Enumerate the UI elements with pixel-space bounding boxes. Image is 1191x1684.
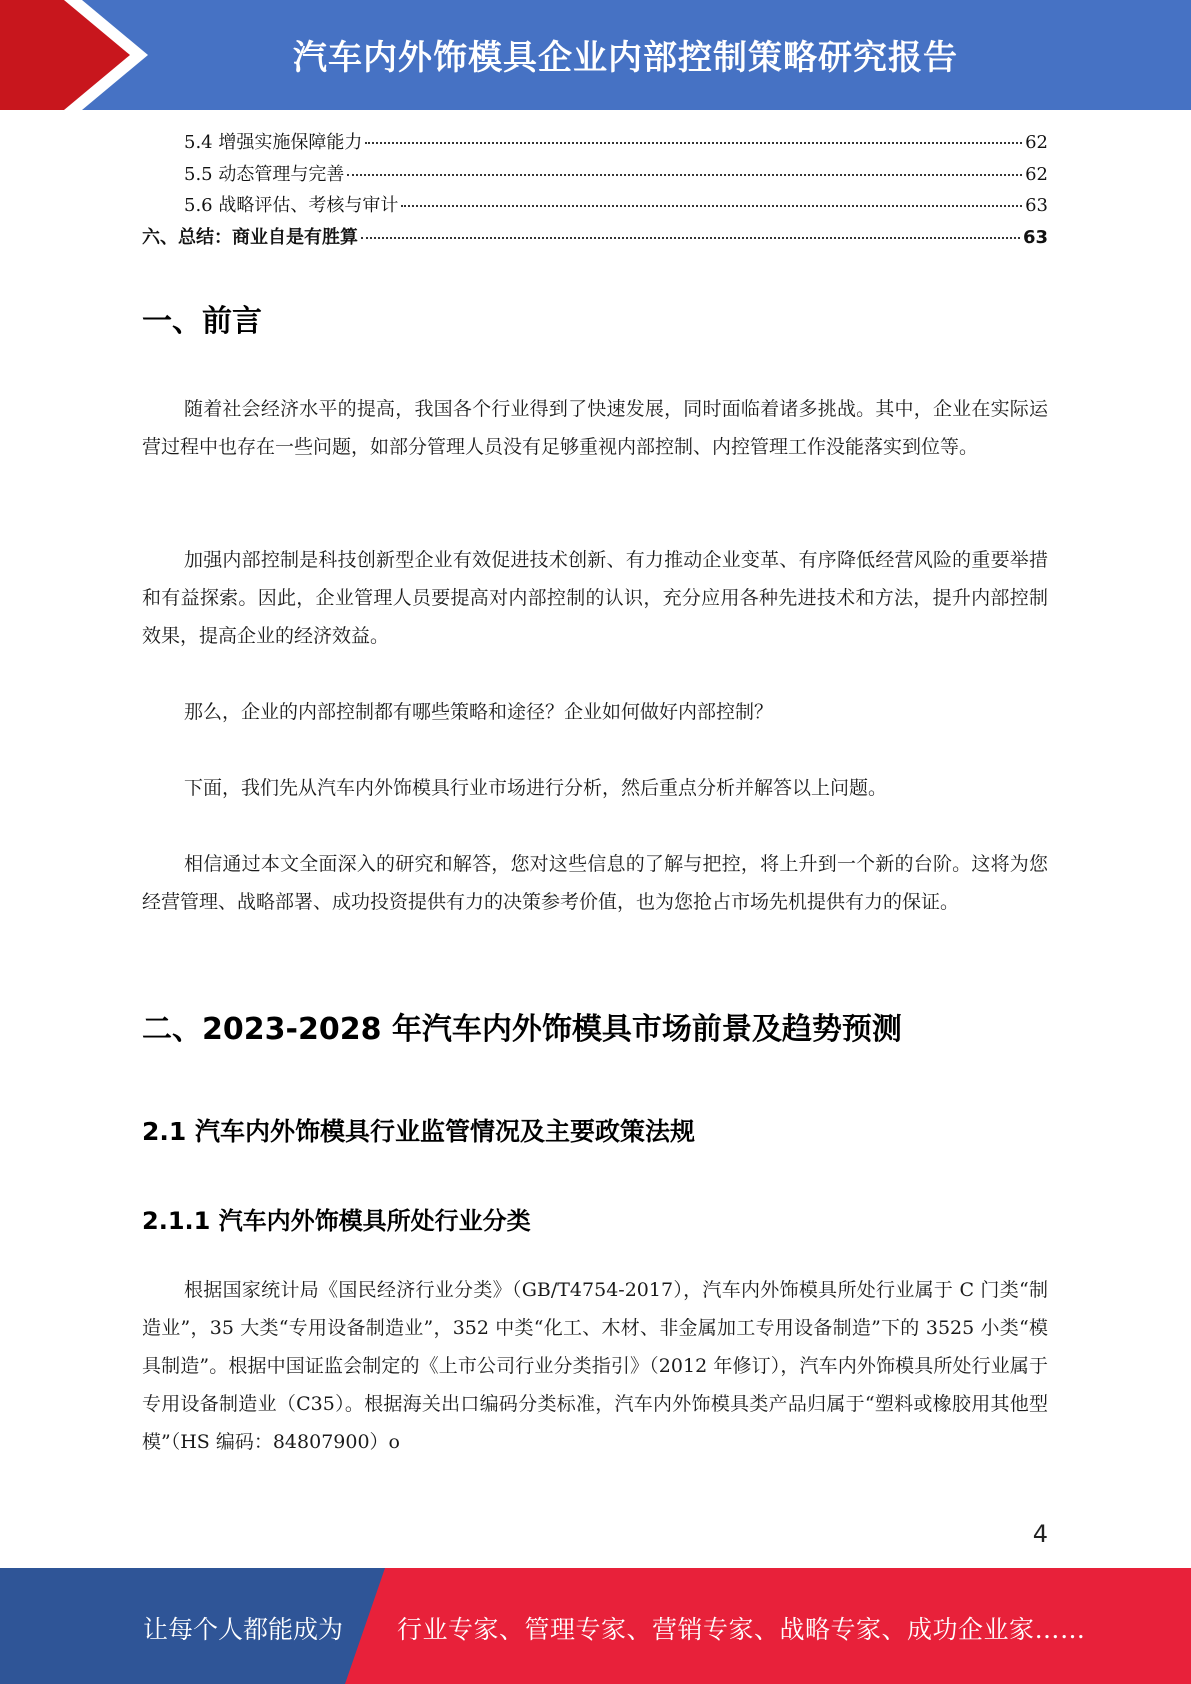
footer-slogan-left: 让每个人都能成为 [143,1615,344,1644]
subsection-heading: 2.1 汽车内外饰模具行业监管情况及主要政策法规 [142,1117,695,1146]
report-title: 汽车内外饰模具企业内部控制策略研究报告 [293,38,958,78]
toc-entry-page: 62 [1025,163,1048,185]
toc-entry-label: 5.5 动态管理与完善 [184,163,345,185]
body-paragraph: 随着社会经济水平的提高，我国各个行业得到了快速发展，同时面临着诸多挑战。其中，企业在实际运营过程中也存在一些问题，如部分管理人员没有足够重视内部控制、内控管理工作没能落实到位等。 [142,398,1048,458]
table-of-contents [142,128,1048,254]
toc-leader-dots [361,237,1020,239]
body-paragraph: 相信通过本文全面深入的研究和解答，您对这些信息的了解与把控，将上升到一个新的台阶。这将为您经营管理、战略部署、成功投资提供有力的决策参考价值，也为您抢占市场先机提供有力的保证。 [142,853,1048,913]
toc-entry[interactable] [142,191,1048,223]
toc-entry[interactable] [142,223,1048,255]
toc-entry-label: 5.6 战略评估、考核与审计 [184,195,399,216]
toc-entry-label: 5.4 增强实施保障能力 [184,132,363,153]
toc-entry[interactable] [142,128,1048,160]
body-paragraph: 那么，企业的内部控制都有哪些策略和途径？企业如何做好内部控制？ [184,701,774,723]
body-paragraph: 下面，我们先从汽车内外饰模具行业市场进行分析，然后重点分析并解答以上问题。 [184,777,888,799]
header-band [0,0,1191,110]
section-heading-preface: 一、前言 [142,304,262,339]
subsubsection-heading: 2.1.1 汽车内外饰模具所处行业分类 [142,1207,531,1235]
toc-leader-dots [347,174,1022,176]
toc-entry[interactable] [142,160,1048,192]
section-heading-market-forecast: 二、2023-2028 年汽车内外饰模具市场前景及趋势预测 [142,1012,902,1047]
body-paragraph: 根据国家统计局《国民经济行业分类》（GB/T4754-2017），汽车内外饰模具所处行业属于 C 门类“制造业”，35 大类“专用设备制造业”，352 中类“化工、木材、非金属加工专用设备制造”下的 3525 小类“模具制造”。根据中国证监会制定的《上市公司行业分类指引》（2012 年修订），汽车内外饰模具所处行业属于专用设备制造业（C35）。根据海关出口编码分类标准，汽车内外饰模具类产品归属于“塑料或橡胶用其他型模”（HS 编码：84807900）o [142,1279,1048,1453]
body-paragraph: 加强内部控制是科技创新型企业有效促进技术创新、有力推动企业变革、有序降低经营风险的重要举措和有益探索。因此，企业管理人员要提高对内部控制的认识，充分应用各种先进技术和方法，提升内部控制效果，提高企业的经济效益。 [142,549,1048,647]
footer-slogan-right: 行业专家、管理专家、营销专家、战略专家、成功企业家…… [397,1615,1086,1644]
toc-leader-dots [401,205,1022,207]
toc-entry-page: 62 [1025,132,1048,153]
page-number: 4 [1032,1520,1048,1548]
footer-band [0,1568,1191,1684]
toc-leader-dots [365,142,1022,144]
toc-entry-page: 63 [1025,195,1048,216]
toc-entry-page: 63 [1022,226,1048,248]
toc-entry-label: 六、总结：商业自是有胜算 [142,226,358,248]
